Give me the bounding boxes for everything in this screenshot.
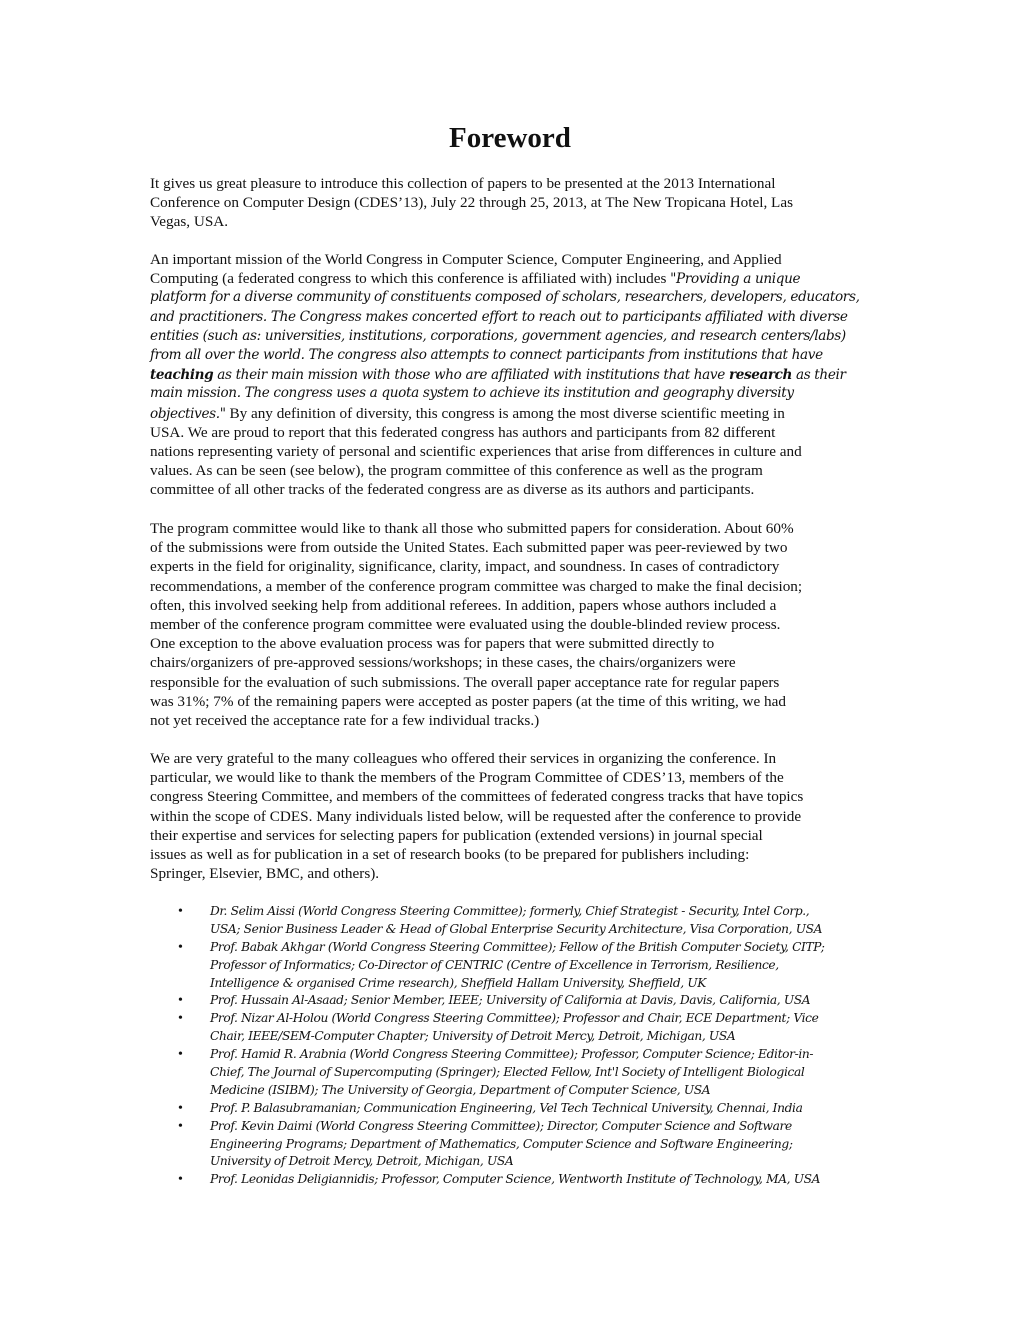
committee-list	[170, 903, 870, 1189]
text-line: congress Steering Committee, and members of the committees of federated congress tracks that have topics	[150, 788, 804, 806]
page-title: Foreword	[449, 122, 571, 154]
bullet-icon: •	[178, 1118, 183, 1134]
list-item-line: Prof. Nizar Al-Holou (World Congress Steering Committee); Professor and Chair, ECE Department; Vice	[210, 1011, 819, 1026]
list-item-line: Chair, IEEE/SEM-Computer Chapter; University of Detroit Mercy, Detroit, Michigan, USA	[210, 1029, 736, 1044]
list-item-line: Prof. P. Balasubramanian; Communication Engineering, Vel Tech Technical University, Chennai, India	[210, 1100, 803, 1115]
text-line: often, this involved seeking help from additional referees. In addition, papers whose authors included a	[150, 596, 777, 614]
paragraph-intro	[150, 174, 880, 232]
text-line: member of the conference program committee were evaluated using the double-blinded review process.	[150, 615, 781, 633]
text-line: nations representing variety of personal and scientific experiences that arise from differences in culture and	[150, 442, 802, 460]
list-item-line: University of Detroit Mercy, Detroit, Michigan, USA	[210, 1154, 514, 1169]
quote-segment: "Providing a unique	[670, 271, 801, 288]
list-item-line: Dr. Selim Aissi (World Congress Steering Committee); formerly, Chief Strategist - Security, Intel Corp.,	[210, 904, 810, 918]
quote-line: and practitioners. The Congress makes concerted effort to reach out to participants affiliated with diverse	[150, 308, 848, 325]
quote-segment: objectives."	[150, 405, 226, 422]
quote-line: entities (such as: universities, institutions, corporations, government agencies, and research centers/labs)	[150, 327, 846, 344]
text-line: experts in the field for originality, significance, clarity, impact, and soundness. In cases of contradictory	[150, 558, 780, 576]
list-item-line: Prof. Leonidas Deligiannidis; Professor, Computer Science, Wentworth Institute of Technology, MA, USA	[210, 1172, 821, 1187]
list-item-line: Professor of Informatics; Co-Director of CENTRIC (Centre of Excellence in Terrorism, Resilience,	[210, 957, 779, 972]
text-line: within the scope of CDES. Many individuals listed below, will be requested after the conference to provide	[150, 807, 802, 825]
emphasis-teaching: teaching	[150, 367, 214, 384]
text-line	[150, 269, 880, 288]
list-item-line: USA; Senior Business Leader & Head of Global Enterprise Security Architecture, Visa Corporation, USA	[210, 921, 823, 936]
text-line: not yet received the acceptance rate for a few individual tracks.)	[150, 711, 540, 729]
quote-segment: as their main mission with those who are affiliated with institutions that have	[213, 367, 729, 384]
list-item	[170, 1118, 870, 1172]
list-item	[170, 1046, 870, 1100]
bullet-icon: •	[178, 904, 183, 919]
quote-line: platform for a diverse community of constituents composed of scholars, researchers, developers, educators,	[150, 289, 860, 306]
text-line: Vegas, USA.	[150, 213, 229, 231]
list-item-line: Prof. Kevin Daimi (World Congress Steering Committee); Director, Computer Science and Software	[210, 1118, 792, 1133]
bullet-icon: •	[178, 1047, 183, 1063]
paragraph-review-process	[150, 519, 880, 730]
text-line	[150, 404, 880, 423]
text-line: issues as well as for publication in a set of research books (to be prepared for publishers including:	[150, 845, 750, 863]
list-item-line: Engineering Programs; Department of Mathematics, Computer Science and Software Engineering;	[210, 1136, 793, 1151]
text-segment: By any definition of diversity, this congress is among the most diverse scientific meeting in	[225, 404, 785, 422]
text-line: USA. We are proud to report that this federated congress has authors and participants from 82 different	[150, 423, 776, 441]
list-item	[170, 903, 870, 939]
list-item-line: Prof. Hamid R. Arabnia (World Congress Steering Committee); Professor, Computer Science; Editor-in-	[210, 1047, 814, 1062]
emphasis-research: research	[728, 367, 792, 384]
text-line: their expertise and services for selecting papers for publication (extended versions) in journal special	[150, 826, 763, 844]
bullet-icon: •	[178, 1011, 183, 1027]
text-line: One exception to the above evaluation process was for papers that were submitted directly to	[150, 635, 715, 653]
list-item	[170, 1010, 870, 1046]
bullet-icon: •	[178, 993, 183, 1009]
bullet-icon: •	[178, 939, 183, 955]
list-item	[170, 1171, 870, 1189]
text-line: responsible for the evaluation of such submissions. The overall paper acceptance rate for regular papers	[150, 673, 780, 691]
text-line: values. As can be seen (see below), the program committee of this conference as well as the program	[150, 462, 763, 480]
list-item-line: Intelligence & organised Crime research), Sheffield Hallam University, Sheffield, UK	[210, 975, 707, 990]
quote-segment: as their	[791, 367, 846, 384]
text-line: of the submissions were from outside the United States. Each submitted paper was peer-reviewed by two	[150, 539, 788, 557]
text-line: Conference on Computer Design (CDES’13), July 22 through 25, 2013, at The New Tropicana Hotel, Las	[150, 194, 793, 212]
paragraph-acknowledgements	[150, 749, 880, 883]
list-item	[170, 939, 870, 993]
list-item-line: Medicine (ISIBM); The University of Georgia, Department of Computer Science, USA	[210, 1082, 711, 1097]
text-segment: Computing (a federated congress to which this conference is affiliated with) includes	[150, 270, 671, 288]
bullet-icon: •	[178, 1172, 183, 1188]
quote-line: main mission. The congress uses a quota system to achieve its institution and geography diversity	[150, 385, 794, 402]
list-item-line: Prof. Babak Akhgar (World Congress Steering Committee); Fellow of the British Computer Society, CITP;	[210, 939, 825, 954]
quote-line: from all over the world. The congress also attempts to connect participants from institutions that have	[150, 346, 823, 363]
list-item-line: Prof. Hussain Al-Asaad; Senior Member, IEEE; University of California at Davis, Davis, California, USA	[210, 993, 811, 1008]
text-line: We are very grateful to the many colleagues who offered their services in organizing the conference. In	[150, 750, 777, 767]
text-line: chairs/organizers of pre-approved sessions/workshops; in these cases, the chairs/organizers were	[150, 654, 736, 672]
text-line: particular, we would like to thank the members of the Program Committee of CDES’13, members of the	[150, 769, 784, 787]
paragraph-mission	[150, 250, 880, 499]
quote-line	[150, 365, 880, 384]
bullet-icon: •	[178, 1100, 183, 1116]
list-item	[170, 992, 870, 1010]
text-line: An important mission of the World Congress in Computer Science, Computer Engineering, and Applied	[150, 251, 782, 268]
list-item	[170, 1100, 870, 1118]
text-line: The program committee would like to thank all those who submitted papers for consideration. About 60%	[150, 520, 794, 537]
text-line: was 31%; 7% of the remaining papers were accepted as poster papers (at the time of this writing, we had	[150, 692, 786, 710]
text-line: recommendations, a member of the conference program committee was charged to make the final decision;	[150, 577, 803, 595]
text-line: committee of all other tracks of the federated congress are as diverse as its authors and participants.	[150, 481, 755, 499]
text-line: Springer, Elsevier, BMC, and others).	[150, 865, 380, 883]
text-line: It gives us great pleasure to introduce this collection of papers to be presented at the 2013 International	[150, 175, 776, 192]
list-item-line: Chief, The Journal of Supercomputing (Springer); Elected Fellow, Int'l Society of Intelligent Biological	[210, 1065, 805, 1080]
